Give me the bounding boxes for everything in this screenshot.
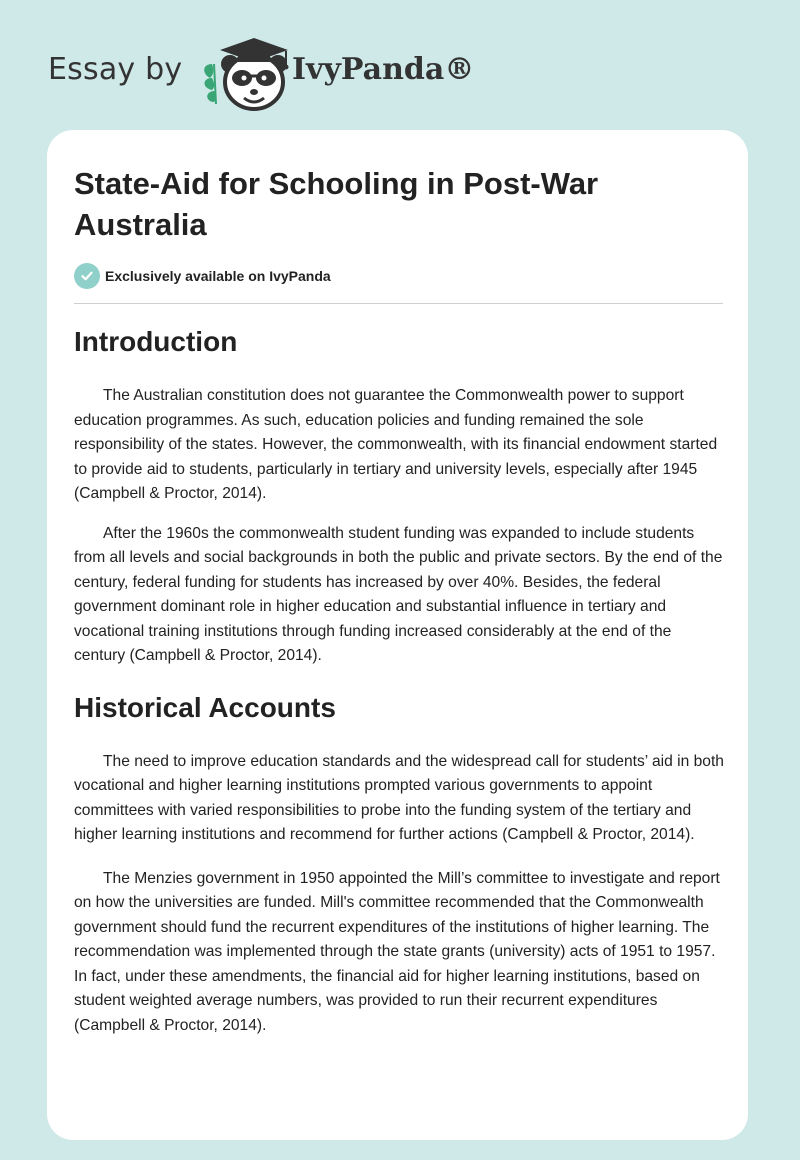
section-heading-introduction: Introduction: [74, 326, 238, 357]
paragraph: The need to improve education standards and the widespread call for students’ aid in both vocational and higher learning institutions prompted various governments to appoint committees with varied responsibilities to probe into the funding system of the tertiary and higher learning institutions and recommend for further actions (Campbell & Proctor, 2014).: [74, 752, 724, 843]
paragraph: After the 1960s the commonwealth student funding was expanded to include students from all levels and social backgrounds in both the public and private sectors. By the end of the century, federal funding for students has increased by over 40%. Besides, the federal government dominant role in higher education and substantial influence in tertiary and vocational training institutions through funding increased considerably at the end of the century (Campbell & Proctor, 2014).: [74, 524, 723, 664]
exclusive-badge: [74, 263, 331, 289]
title-divider: [74, 303, 723, 304]
site-brand[interactable]: [48, 34, 508, 114]
exclusive-badge-label: Exclusively available on IvyPanda: [105, 268, 331, 284]
brand-name: IvyPanda®: [292, 52, 475, 87]
essay-card: [47, 130, 748, 1140]
essay-body: [74, 322, 724, 1038]
paragraph: The Australian constitution does not guarantee the Commonwealth power to support education programmes. As such, education policies and funding remained the sole responsibility of the states. However, the commonwealth, with its financial endowment started to provide aid to students, particularly in tertiary and university levels, especially after 1945 (Campbell & Proctor, 2014).: [74, 387, 718, 502]
section-heading-historical-accounts: Historical Accounts: [74, 691, 336, 723]
essay-title: State-Aid for Schooling in Post-War Australia: [74, 166, 599, 242]
brand-prefix: Essay by: [48, 52, 183, 87]
panda-logo-icon: [200, 34, 300, 114]
paragraph: The Menzies government in 1950 appointed the Mill’s committee to investigate and report on how the universities are funded. Mill's committee recommended that the Commonwealth government should fund the recurrent expenditures of the institutions of higher learning. The recommendation was implemented through the state grants (university) acts of 1951 to 1957. In fact, under these amendments, the financial aid for higher learning institutions, based on student weighted average numbers, was provided to run their recurrent expenditures (Campbell & Proctor, 2014).: [74, 869, 720, 1034]
check-icon: [74, 263, 100, 289]
